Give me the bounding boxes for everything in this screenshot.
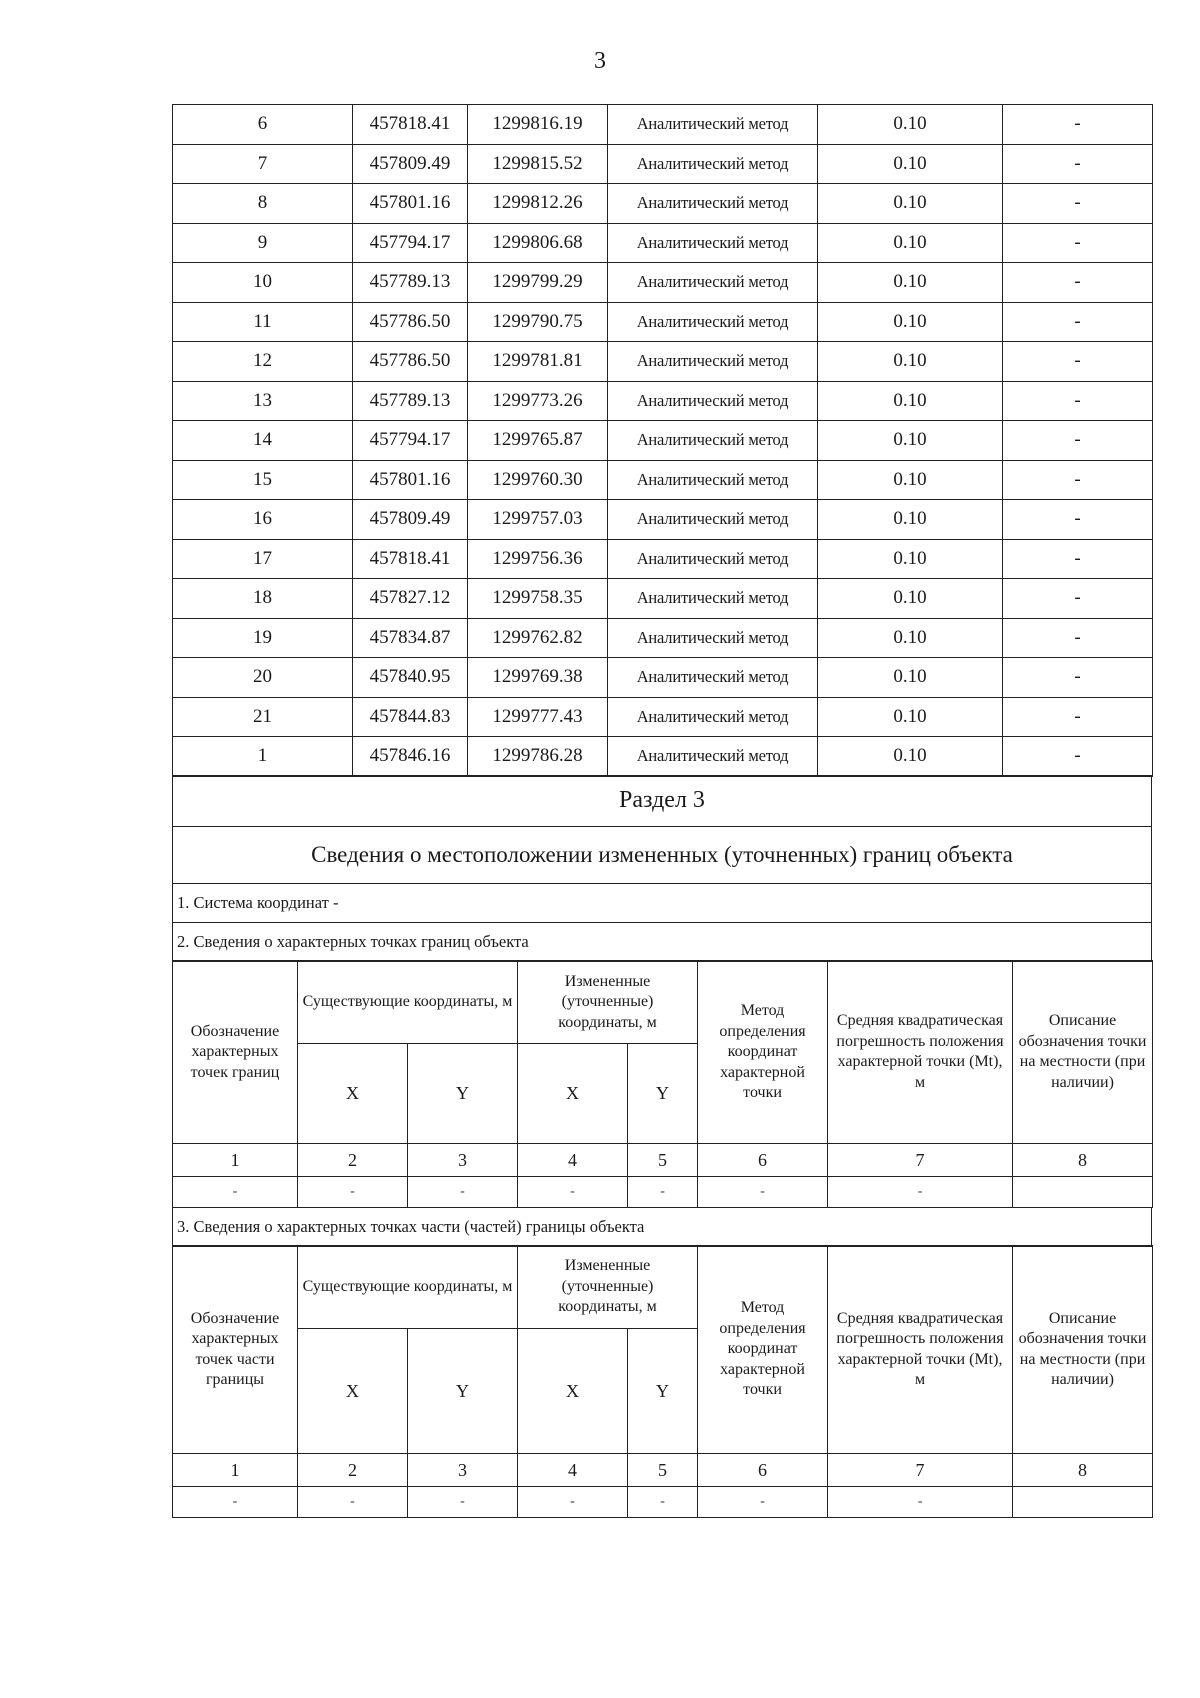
description-cell: - bbox=[1003, 381, 1153, 421]
column-number-cell: 3 bbox=[408, 1454, 518, 1487]
x-coordinate-cell: 457789.13 bbox=[353, 381, 468, 421]
table-row bbox=[173, 223, 1153, 263]
empty-value-cell: - bbox=[408, 1177, 518, 1208]
y-coordinate-cell: 1299762.82 bbox=[468, 618, 608, 658]
table-row bbox=[173, 144, 1153, 184]
empty-value-cell: - bbox=[408, 1487, 518, 1518]
method-cell: Аналитический метод bbox=[608, 579, 818, 619]
accuracy-cell: 0.10 bbox=[818, 421, 1003, 461]
empty-value-cell: - bbox=[828, 1177, 1013, 1208]
column-number-cell: 6 bbox=[698, 1454, 828, 1487]
table-row bbox=[173, 618, 1153, 658]
empty-data-row bbox=[173, 1177, 1153, 1208]
method-cell: Аналитический метод bbox=[608, 539, 818, 579]
point-number-cell: 6 bbox=[173, 105, 353, 145]
x-coordinate-cell: 457840.95 bbox=[353, 658, 468, 698]
description-cell: - bbox=[1003, 737, 1153, 777]
x-coordinate-cell: 457789.13 bbox=[353, 263, 468, 303]
empty-value-cell: - bbox=[698, 1487, 828, 1518]
method-cell: Аналитический метод bbox=[608, 618, 818, 658]
part-description-header: Описание обозначения точки на местности (при наличии) bbox=[1013, 1246, 1153, 1454]
description-cell: - bbox=[1003, 579, 1153, 619]
y-coordinate-cell: 1299806.68 bbox=[468, 223, 608, 263]
accuracy-cell: 0.10 bbox=[818, 618, 1003, 658]
point-number-cell: 1 bbox=[173, 737, 353, 777]
point-number-cell: 8 bbox=[173, 184, 353, 224]
column-number-cell: 5 bbox=[628, 1454, 698, 1487]
column-number-cell: 7 bbox=[828, 1454, 1013, 1487]
table-row bbox=[173, 184, 1153, 224]
changed-y-header: Y bbox=[628, 1044, 698, 1144]
point-number-cell: 14 bbox=[173, 421, 353, 461]
table-row bbox=[173, 302, 1153, 342]
column-number-cell: 8 bbox=[1013, 1454, 1153, 1487]
accuracy-header: Средняя квадратическая погрешность положения характерной точки (Mt), м bbox=[828, 961, 1013, 1144]
method-cell: Аналитический метод bbox=[608, 184, 818, 224]
description-cell: - bbox=[1003, 539, 1153, 579]
point-number-cell: 16 bbox=[173, 500, 353, 540]
point-number-cell: 15 bbox=[173, 460, 353, 500]
x-coordinate-cell: 457794.17 bbox=[353, 223, 468, 263]
column-number-cell: 2 bbox=[298, 1144, 408, 1177]
point-number-cell: 11 bbox=[173, 302, 353, 342]
coordinates-table bbox=[172, 104, 1153, 777]
accuracy-cell: 0.10 bbox=[818, 223, 1003, 263]
column-number-cell: 1 bbox=[173, 1454, 298, 1487]
x-coordinate-cell: 457818.41 bbox=[353, 539, 468, 579]
y-coordinate-cell: 1299777.43 bbox=[468, 697, 608, 737]
y-coordinate-cell: 1299799.29 bbox=[468, 263, 608, 303]
designation-header: Обозначение характерных точек границ bbox=[173, 961, 298, 1144]
empty-value-cell: - bbox=[828, 1487, 1013, 1518]
page-number: 3 bbox=[594, 48, 606, 74]
y-coordinate-cell: 1299756.36 bbox=[468, 539, 608, 579]
x-coordinate-cell: 457818.41 bbox=[353, 105, 468, 145]
part-designation-header: Обозначение характерных точек части границы bbox=[173, 1246, 298, 1454]
empty-value-cell: - bbox=[173, 1177, 298, 1208]
column-number-cell: 3 bbox=[408, 1144, 518, 1177]
table-row bbox=[173, 500, 1153, 540]
table-row bbox=[173, 658, 1153, 698]
accuracy-cell: 0.10 bbox=[818, 263, 1003, 303]
table-row bbox=[173, 460, 1153, 500]
part-changed-y-header: Y bbox=[628, 1329, 698, 1454]
method-cell: Аналитический метод bbox=[608, 421, 818, 461]
column-numbers-row bbox=[173, 1144, 1153, 1177]
y-coordinate-cell: 1299786.28 bbox=[468, 737, 608, 777]
x-coordinate-cell: 457809.49 bbox=[353, 144, 468, 184]
part-changed-coords-header: Измененные (уточненные) координаты, м bbox=[518, 1246, 698, 1329]
accuracy-cell: 0.10 bbox=[818, 500, 1003, 540]
y-coordinate-cell: 1299812.26 bbox=[468, 184, 608, 224]
accuracy-cell: 0.10 bbox=[818, 302, 1003, 342]
description-cell: - bbox=[1003, 460, 1153, 500]
y-coordinate-cell: 1299790.75 bbox=[468, 302, 608, 342]
part-changed-x-header: X bbox=[518, 1329, 628, 1454]
table-row bbox=[173, 539, 1153, 579]
part-existing-y-header: Y bbox=[408, 1329, 518, 1454]
accuracy-cell: 0.10 bbox=[818, 105, 1003, 145]
y-coordinate-cell: 1299765.87 bbox=[468, 421, 608, 461]
empty-value-cell: - bbox=[298, 1487, 408, 1518]
x-coordinate-cell: 457794.17 bbox=[353, 421, 468, 461]
y-coordinate-cell: 1299758.35 bbox=[468, 579, 608, 619]
x-coordinate-cell: 457809.49 bbox=[353, 500, 468, 540]
changed-coords-header: Измененные (уточненные) координаты, м bbox=[518, 961, 698, 1044]
description-cell: - bbox=[1003, 421, 1153, 461]
part-accuracy-header: Средняя квадратическая погрешность положения характерной точки (Mt), м bbox=[828, 1246, 1013, 1454]
point-number-cell: 20 bbox=[173, 658, 353, 698]
description-cell: - bbox=[1003, 500, 1153, 540]
boundary-points-table bbox=[172, 960, 1153, 1208]
accuracy-cell: 0.10 bbox=[818, 658, 1003, 698]
changed-x-header: X bbox=[518, 1044, 628, 1144]
point-number-cell: 10 bbox=[173, 263, 353, 303]
existing-coords-header: Существующие координаты, м bbox=[298, 961, 518, 1044]
section-subtitle: Сведения о местоположении измененных (уточненных) границ объекта bbox=[173, 826, 1152, 883]
point-number-cell: 13 bbox=[173, 381, 353, 421]
x-coordinate-cell: 457786.50 bbox=[353, 342, 468, 382]
empty-value-cell: - bbox=[298, 1177, 408, 1208]
part-method-header: Метод определения координат характерной точки bbox=[698, 1246, 828, 1454]
column-number-cell: 2 bbox=[298, 1454, 408, 1487]
description-cell: - bbox=[1003, 697, 1153, 737]
accuracy-cell: 0.10 bbox=[818, 184, 1003, 224]
method-cell: Аналитический метод bbox=[608, 263, 818, 303]
table-row bbox=[173, 579, 1153, 619]
table-row bbox=[173, 105, 1153, 145]
existing-y-header: Y bbox=[408, 1044, 518, 1144]
part-existing-coords-header: Существующие координаты, м bbox=[298, 1246, 518, 1329]
empty-value-cell: - bbox=[173, 1487, 298, 1518]
section-3-block bbox=[172, 775, 1152, 962]
part-empty-data-row bbox=[173, 1487, 1153, 1518]
column-number-cell: 6 bbox=[698, 1144, 828, 1177]
column-number-cell: 4 bbox=[518, 1144, 628, 1177]
empty-value-cell bbox=[1013, 1487, 1153, 1518]
y-coordinate-cell: 1299781.81 bbox=[468, 342, 608, 382]
x-coordinate-cell: 457801.16 bbox=[353, 460, 468, 500]
method-header: Метод определения координат характерной точки bbox=[698, 961, 828, 1144]
method-cell: Аналитический метод bbox=[608, 144, 818, 184]
column-number-cell: 7 bbox=[828, 1144, 1013, 1177]
points-heading: 2. Сведения о характерных точках границ объекта bbox=[173, 922, 1152, 961]
method-cell: Аналитический метод bbox=[608, 381, 818, 421]
description-cell: - bbox=[1003, 618, 1153, 658]
existing-x-header: X bbox=[298, 1044, 408, 1144]
point-number-cell: 9 bbox=[173, 223, 353, 263]
table-row bbox=[173, 263, 1153, 303]
column-number-cell: 8 bbox=[1013, 1144, 1153, 1177]
method-cell: Аналитический метод bbox=[608, 302, 818, 342]
table-row bbox=[173, 381, 1153, 421]
part-points-table bbox=[172, 1245, 1153, 1518]
accuracy-cell: 0.10 bbox=[818, 539, 1003, 579]
x-coordinate-cell: 457844.83 bbox=[353, 697, 468, 737]
description-cell: - bbox=[1003, 302, 1153, 342]
table-row bbox=[173, 342, 1153, 382]
description-cell: - bbox=[1003, 223, 1153, 263]
point-number-cell: 17 bbox=[173, 539, 353, 579]
parts-heading-block bbox=[172, 1207, 1152, 1247]
x-coordinate-cell: 457834.87 bbox=[353, 618, 468, 658]
section-title: Раздел 3 bbox=[173, 775, 1152, 826]
description-header: Описание обозначения точки на местности (при наличии) bbox=[1013, 961, 1153, 1144]
empty-value-cell: - bbox=[628, 1177, 698, 1208]
description-cell: - bbox=[1003, 184, 1153, 224]
y-coordinate-cell: 1299815.52 bbox=[468, 144, 608, 184]
empty-value-cell bbox=[1013, 1177, 1153, 1208]
x-coordinate-cell: 457846.16 bbox=[353, 737, 468, 777]
table-row bbox=[173, 697, 1153, 737]
x-coordinate-cell: 457786.50 bbox=[353, 302, 468, 342]
empty-value-cell: - bbox=[518, 1177, 628, 1208]
empty-value-cell: - bbox=[518, 1487, 628, 1518]
accuracy-cell: 0.10 bbox=[818, 342, 1003, 382]
method-cell: Аналитический метод bbox=[608, 342, 818, 382]
description-cell: - bbox=[1003, 263, 1153, 303]
point-number-cell: 19 bbox=[173, 618, 353, 658]
empty-value-cell: - bbox=[698, 1177, 828, 1208]
y-coordinate-cell: 1299760.30 bbox=[468, 460, 608, 500]
point-number-cell: 18 bbox=[173, 579, 353, 619]
method-cell: Аналитический метод bbox=[608, 697, 818, 737]
parts-heading: 3. Сведения о характерных точках части (частей) границы объекта bbox=[173, 1207, 1152, 1246]
part-column-numbers-row bbox=[173, 1454, 1153, 1487]
point-number-cell: 21 bbox=[173, 697, 353, 737]
y-coordinate-cell: 1299769.38 bbox=[468, 658, 608, 698]
column-number-cell: 4 bbox=[518, 1454, 628, 1487]
table-row bbox=[173, 421, 1153, 461]
method-cell: Аналитический метод bbox=[608, 460, 818, 500]
accuracy-cell: 0.10 bbox=[818, 460, 1003, 500]
document-body bbox=[172, 104, 1152, 1518]
description-cell: - bbox=[1003, 105, 1153, 145]
point-number-cell: 7 bbox=[173, 144, 353, 184]
coordinates-table-body bbox=[173, 105, 1153, 777]
accuracy-cell: 0.10 bbox=[818, 381, 1003, 421]
method-cell: Аналитический метод bbox=[608, 105, 818, 145]
accuracy-cell: 0.10 bbox=[818, 144, 1003, 184]
x-coordinate-cell: 457801.16 bbox=[353, 184, 468, 224]
description-cell: - bbox=[1003, 658, 1153, 698]
y-coordinate-cell: 1299757.03 bbox=[468, 500, 608, 540]
y-coordinate-cell: 1299773.26 bbox=[468, 381, 608, 421]
column-number-cell: 1 bbox=[173, 1144, 298, 1177]
accuracy-cell: 0.10 bbox=[818, 737, 1003, 777]
point-number-cell: 12 bbox=[173, 342, 353, 382]
accuracy-cell: 0.10 bbox=[818, 579, 1003, 619]
method-cell: Аналитический метод bbox=[608, 737, 818, 777]
empty-value-cell: - bbox=[628, 1487, 698, 1518]
coordinate-system-line: 1. Система координат - bbox=[173, 883, 1152, 922]
table-row bbox=[173, 737, 1153, 777]
method-cell: Аналитический метод bbox=[608, 658, 818, 698]
description-cell: - bbox=[1003, 342, 1153, 382]
part-existing-x-header: X bbox=[298, 1329, 408, 1454]
description-cell: - bbox=[1003, 144, 1153, 184]
method-cell: Аналитический метод bbox=[608, 223, 818, 263]
x-coordinate-cell: 457827.12 bbox=[353, 579, 468, 619]
column-number-cell: 5 bbox=[628, 1144, 698, 1177]
method-cell: Аналитический метод bbox=[608, 500, 818, 540]
accuracy-cell: 0.10 bbox=[818, 697, 1003, 737]
y-coordinate-cell: 1299816.19 bbox=[468, 105, 608, 145]
